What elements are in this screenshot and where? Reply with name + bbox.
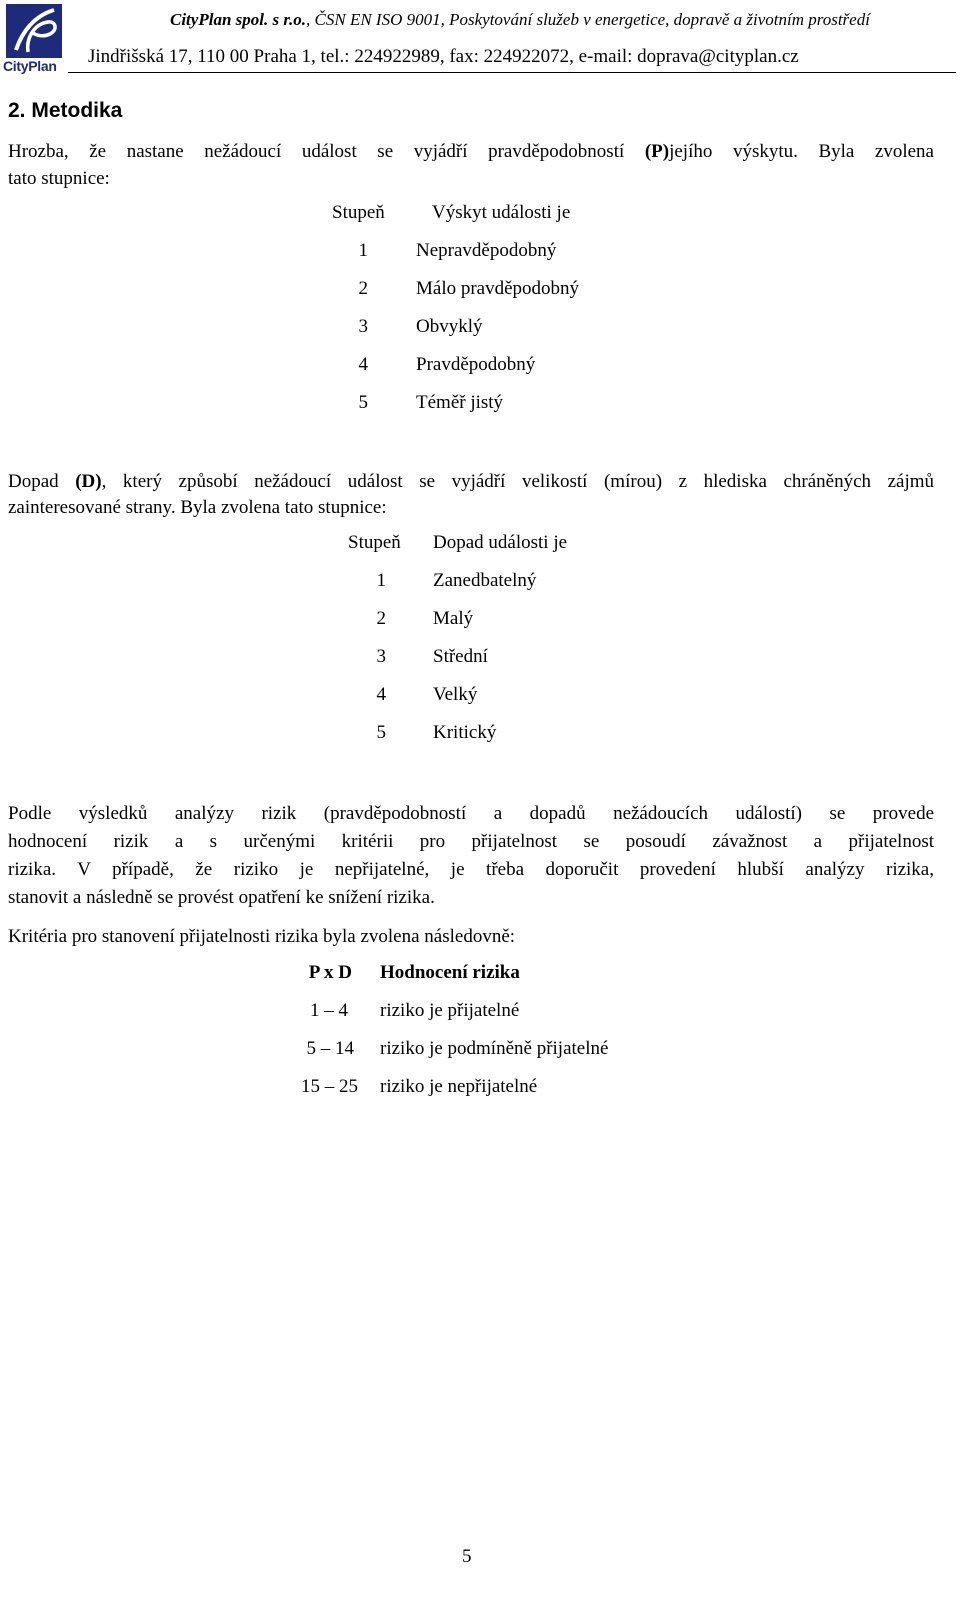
column-header: Dopad události je: [433, 532, 568, 553]
column-header: Hodnocení rizika: [380, 962, 520, 983]
paragraph-probability-line2: tato stupnice:: [8, 168, 110, 189]
header-company-line: [170, 10, 870, 30]
column-header: Stupeň: [332, 202, 385, 223]
paragraph-evaluation-line1: Podle výsledků analýzy rizik (pravděpodobností a dopadů nežádoucích událostí) se provede: [8, 803, 934, 824]
section-title: 2. Metodika: [8, 99, 123, 122]
header-divider: [68, 72, 956, 73]
paragraph-criteria: Kritéria pro stanovení přijatelnosti rizika byla zvolena následovně:: [8, 926, 516, 947]
page-number: 5: [462, 1546, 472, 1567]
company-description: , ČSN EN ISO 9001, Poskytování služeb v energetice, dopravě a životním prostředí: [306, 10, 870, 29]
column-header: P x D: [308, 962, 352, 983]
paragraph-probability-line1: Hrozba, že nastane nežádoucí událost se vyjádří pravděpodobností (P)jejího výskytu. Byla zvolena: [8, 141, 934, 162]
paragraph-impact-line1: Dopad (D), který způsobí nežádoucí událost se vyjádří velikostí (mírou) z hlediska chráněných zájmů: [8, 471, 934, 492]
paragraph-impact-line2: zainteresované strany. Byla zvolena tato stupnice:: [8, 497, 387, 518]
header-address-line: Jindřišská 17, 110 00 Praha 1, tel.: 224922989, fax: 224922072, e-mail: doprava@cityplan.cz: [88, 46, 799, 67]
company-name: CityPlan spol. s r.o.: [170, 10, 307, 29]
column-header: Výskyt události je: [432, 202, 571, 223]
paragraph-evaluation-line3: rizika. V případě, že riziko je nepřijatelné, je třeba doporučit provedení hlubší analýzy rizika,: [8, 859, 934, 880]
column-header: Stupeň: [348, 532, 401, 553]
paragraph-evaluation-line4: stanovit a následně se provést opatření ke snížení rizika.: [8, 887, 435, 908]
paragraph-evaluation-line2: hodnocení rizik a s určenými kritérii pro přijatelnost se posoudí závažnost a přijatelnost: [8, 831, 934, 852]
logo-text: CityPlan: [3, 58, 57, 74]
